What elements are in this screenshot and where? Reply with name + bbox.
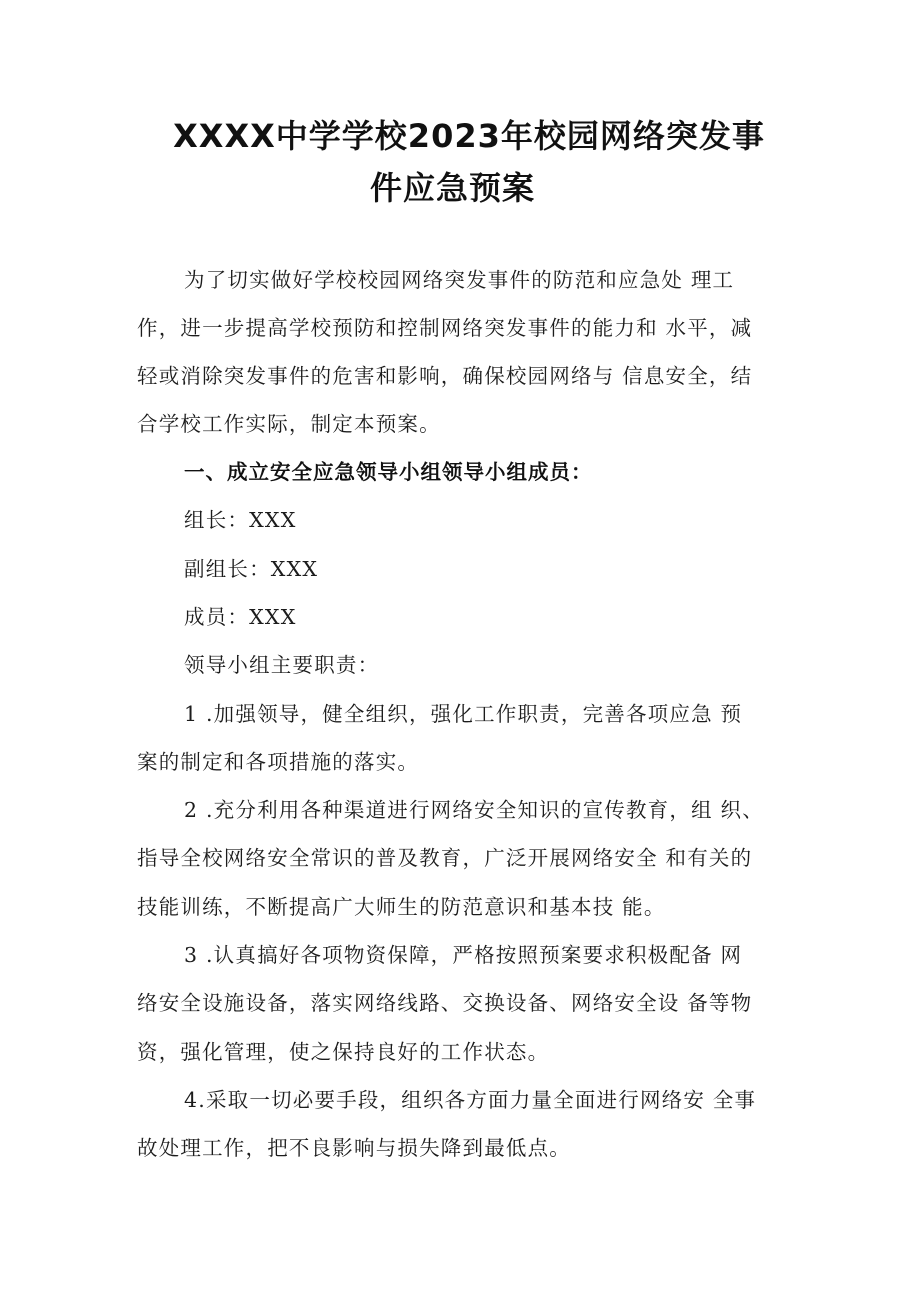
- document-title-line-1: XXXX中学学校2023年校园网络突发事: [173, 117, 765, 155]
- duty-3-line-1: 3 .认真搞好各项物资保障，严格按照预案要求积极配备 网: [184, 943, 743, 967]
- intro-line-3: 轻或消除突发事件的危害和影响，确保校园网络与 信息安全，结: [137, 364, 753, 388]
- duty-1-line-1: 1 .加强领导，健全组织，强化工作职责，完善各项应急 预: [184, 702, 743, 726]
- duty-4-line-1: 4.采取一切必要手段，组织各方面力量全面进行网络安 全事: [184, 1088, 757, 1112]
- duty-2-line-1: 2 .充分利用各种渠道进行网络安全知识的宣传教育，组 织、: [184, 798, 764, 822]
- leader-line: 组长：XXX: [184, 508, 297, 532]
- duty-3-line-3: 资，强化管理，使之保持良好的工作状态。: [137, 1040, 550, 1064]
- duty-2-line-2: 指导全校网络安全常识的普及教育，广泛开展网络安全 和有关的: [137, 846, 753, 870]
- duty-3-line-2: 络安全设施设备，落实网络线路、交换设备、网络安全设 备等物: [137, 991, 753, 1015]
- intro-line-4: 合学校工作实际，制定本预案。: [137, 412, 441, 436]
- section-1-heading: 一、成立安全应急领导小组领导小组成员：: [184, 460, 593, 484]
- intro-line-1: 为了切实做好学校校园网络突发事件的防范和应急处 理工: [184, 268, 735, 292]
- duties-heading: 领导小组主要职责：: [184, 653, 380, 677]
- document-title-line-2-text: 件应急预案: [370, 169, 536, 207]
- members-line: 成员：XXX: [184, 605, 297, 629]
- duty-2-line-3: 技能训练，不断提高广大师生的防范意识和基本技 能。: [137, 895, 666, 919]
- duty-4-line-2: 故处理工作，把不良影响与损失降到最低点。: [137, 1136, 571, 1160]
- deputy-leader-line: 副组长：XXX: [184, 557, 319, 581]
- duty-1-line-2: 案的制定和各项措施的落实。: [137, 750, 420, 774]
- intro-line-2: 作，进一步提高学校预防和控制网络突发事件的能力和 水平，减: [137, 316, 753, 340]
